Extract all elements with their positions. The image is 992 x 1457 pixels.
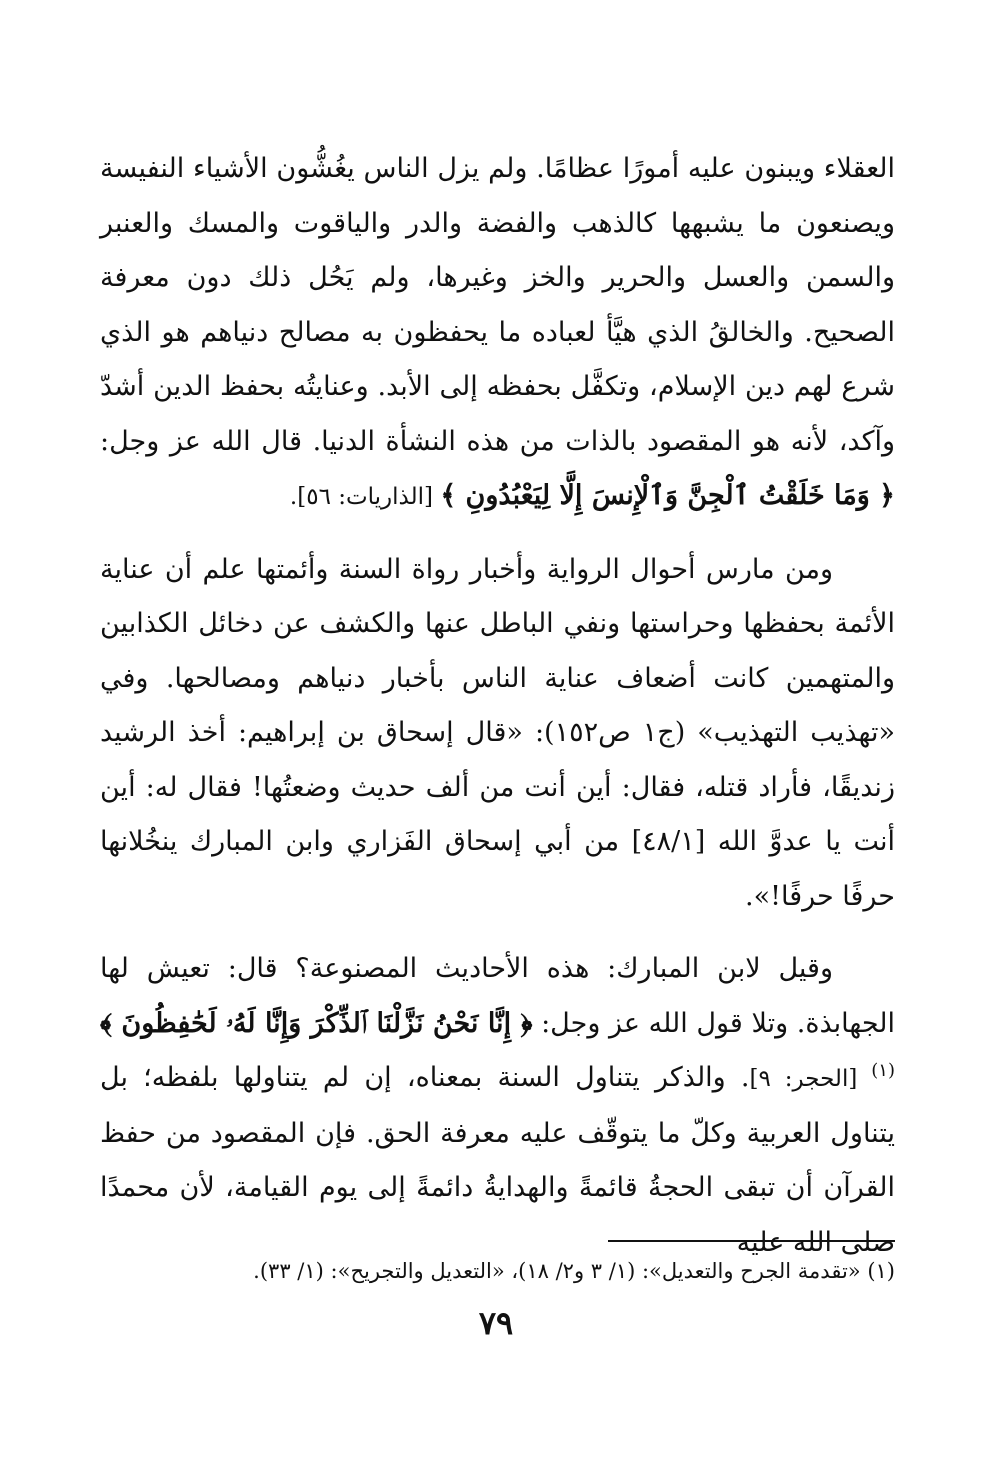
main-text <box>100 142 895 1270</box>
paragraph-3-text-a: وقيل لابن المبارك: هذه الأحاديث المصنوعة؟ قال: تعيش لها الجهابذة. وتلا قول الله عز وجل: <box>100 953 895 1039</box>
quran-verse-dhariyat: ﴿ وَمَا خَلَقْتُ ٱلْجِنَّ وَٱلْإِنسَ إِلَّا لِيَعْبُدُونِ ﴾ <box>440 480 895 511</box>
paragraph-1-text: العقلاء ويبنون عليه أمورًا عظامًا. ولم يزل الناس يغُشُّون الأشياء النفيسة ويصنعون ما يشبهها كالذهب والفضة والدر والياقوت والمسك والعنبر والسمن والعسل والحرير والخز وغيرها، ولم يَحُل ذلك دون معرفة الصحيح. والخالقُ الذي هيَّأ لعباده ما يحفظون به مصالح دنياهم هو الذي شرع لهم دين الإسلام، وتكفَّل بحفظه إلى الأبد. وعنايتُه بحفظ الدين أشدّ وآكد، لأنه هو المقصود بالذات من هذه النشأة الدنيا. قال الله عز وجل: <box>100 153 895 457</box>
paragraph-2 <box>100 543 895 925</box>
paragraph-1 <box>100 142 895 525</box>
footnote-marker: (١) <box>871 1060 895 1081</box>
quran-verse-hijr: ﴿ إِنَّا نَحْنُ نَزَّلْنَا ٱلذِّكْرَ وَإِنَّا لَهُۥ لَحَٰفِظُونَ ﴾ <box>100 1007 533 1039</box>
footnote: (١) «تقدمة الجرح والتعديل»: (١/ ٣ و٢/ ١٨)، «التعديل والتجريح»: (١/ ٣٣). <box>253 1259 895 1283</box>
page-number: ٧٩ <box>478 1304 514 1342</box>
paragraph-2-text: ومن مارس أحوال الرواية وأخبار رواة السنة وأئمتها علم أن عناية الأئمة بحفظها وحراستها ونفي الباطل عنها والكشف عن دخائل الكذابين والمتهمين كانت أضعاف عناية الناس بأخبار دنياهم ومصالحها. وفي «تهذيب التهذيب» (ج١ ص١٥٢): «قال إسحاق بن إبراهيم: أخذ الرشيد زنديقًا، فأراد قتله، فقال: أين أنت من ألف حديث وضعتُها! فقال له: أين أنت يا عدوَّ الله [٤٨/١] من أبي إسحاق الفَزاري وابن المبارك ينخُلانها حرفًا حرفًا!». <box>100 553 895 912</box>
paragraph-3 <box>100 942 895 1270</box>
verse-reference-dhariyat: [الذاريات: ٥٦]. <box>289 484 441 510</box>
footnote-separator <box>608 1240 895 1242</box>
paragraph-3-text-b: . والذكر يتناول السنة بمعناه، إن لم يتناولها بلفظه؛ بل يتناول العربية وكلّ ما يتوقّف عليه معرفة الحق. فإن المقصود من حفظ القرآن أن تبقى الحجةُ قائمةً والهدايةُ دائمةً إلى يوم القيامة، لأن محمدًا صلى الله عليه <box>100 1062 895 1258</box>
verse-reference-hijr: [الحجر: ٩] <box>749 1066 872 1092</box>
